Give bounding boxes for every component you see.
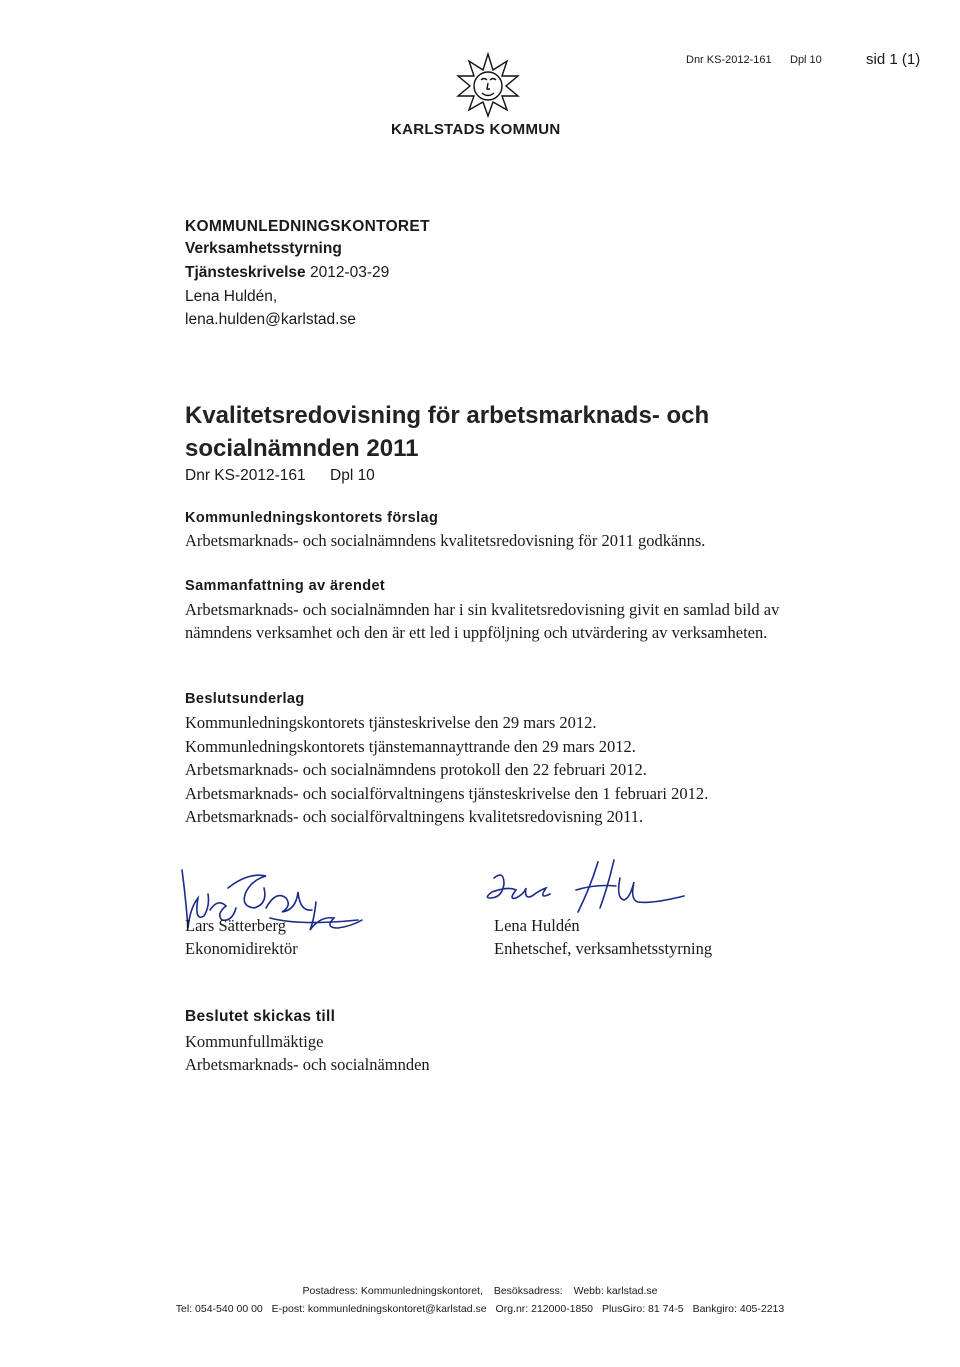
- footer-postadress: Postadress: Kommunledningskontoret,: [302, 1285, 483, 1297]
- list-item: Arbetsmarknads- och socialförvaltningens kvalitetsredovisning 2011.: [185, 807, 644, 826]
- header-dpl: Dpl 10: [790, 54, 822, 66]
- list-item: Kommunledningskontorets tjänstemannayttrande den 29 mars 2012.: [185, 736, 636, 756]
- footer-webb: Webb: karlstad.se: [573, 1285, 658, 1297]
- footer-plusgiro: PlusGiro: 81 74-5: [601, 1303, 684, 1315]
- header-dnr: Dnr KS-2012-161: [686, 54, 772, 66]
- author-email: lena.hulden@karlstad.se: [185, 311, 356, 328]
- section-text-forslag: Arbetsmarknads- och socialnämndens kvalitetsredovisning för 2011 godkänns.: [185, 531, 706, 550]
- organization-name: KARLSTADS KOMMUN: [391, 121, 561, 138]
- beslutsunderlag-list: [185, 712, 708, 830]
- unit-name: Verksamhetsstyrning: [185, 240, 342, 257]
- title-line-2: socialnämnden 2011: [185, 435, 419, 462]
- title-dpl: Dpl 10: [330, 467, 375, 484]
- footer-orgnr: Org.nr: 212000-1850: [495, 1303, 594, 1315]
- author-name: Lena Huldén,: [185, 288, 278, 305]
- page-title: [185, 399, 709, 465]
- list-item: Arbetsmarknads- och socialförvaltningens tjänsteskrivelse den 1 februari 2012.: [185, 783, 709, 803]
- footer-line-2: [0, 1303, 960, 1315]
- header-page-number: sid 1 (1): [866, 51, 921, 68]
- title-line-1: Kvalitetsredovisning för arbetsmarknads- och: [185, 402, 710, 429]
- signer-title-1: Ekonomidirektör: [185, 939, 298, 958]
- recipients-list: [185, 1030, 430, 1076]
- section-heading-sammanfattning: Sammanfattning av ärendet: [185, 578, 386, 594]
- footer-bankgiro: Bankgiro: 405-2213: [692, 1303, 785, 1315]
- list-item: Arbetsmarknads- och socialnämnden: [185, 1055, 430, 1074]
- signer-title-2: Enhetschef, verksamhetsstyrning: [494, 939, 713, 958]
- signature-lena: [480, 858, 690, 918]
- section-heading-beslutsunderlag: Beslutsunderlag: [185, 691, 305, 707]
- footer-epost: E-post: kommunledningskontoret@karlstad.se: [271, 1303, 487, 1315]
- section-heading-forslag: Kommunledningskontorets förslag: [185, 510, 439, 526]
- signer-name-1: Lars Sätterberg: [185, 916, 286, 935]
- footer-tel: Tel: 054-540 00 00: [175, 1303, 263, 1315]
- list-item: Kommunfullmäktige: [185, 1032, 324, 1051]
- doc-type: Tjänsteskrivelse: [185, 264, 306, 281]
- doc-type-line: [185, 264, 389, 282]
- doc-date: 2012-03-29: [309, 264, 390, 281]
- footer-line-1: [0, 1285, 960, 1297]
- title-dnr: Dnr KS-2012-161: [185, 467, 306, 484]
- signer-name-2: Lena Huldén: [494, 916, 580, 935]
- department-name: KOMMUNLEDNINGSKONTORET: [185, 218, 430, 235]
- sun-icon: [455, 52, 521, 118]
- section-text-sammanfattning: Arbetsmarknads- och socialnämnden har i sin kvalitetsredovisning givit en samlad bild av nämndens verksamhet och den är ett led i uppföljning och utvärdering av verksamheten.: [185, 600, 780, 642]
- recipients-heading: Beslutet skickas till: [185, 1008, 336, 1025]
- list-item: Arbetsmarknads- och socialnämndens protokoll den 22 februari 2012.: [185, 760, 647, 779]
- footer-besoksadress: Besöksadress:: [493, 1285, 563, 1297]
- list-item: Kommunledningskontorets tjänsteskrivelse den 29 mars 2012.: [185, 713, 597, 732]
